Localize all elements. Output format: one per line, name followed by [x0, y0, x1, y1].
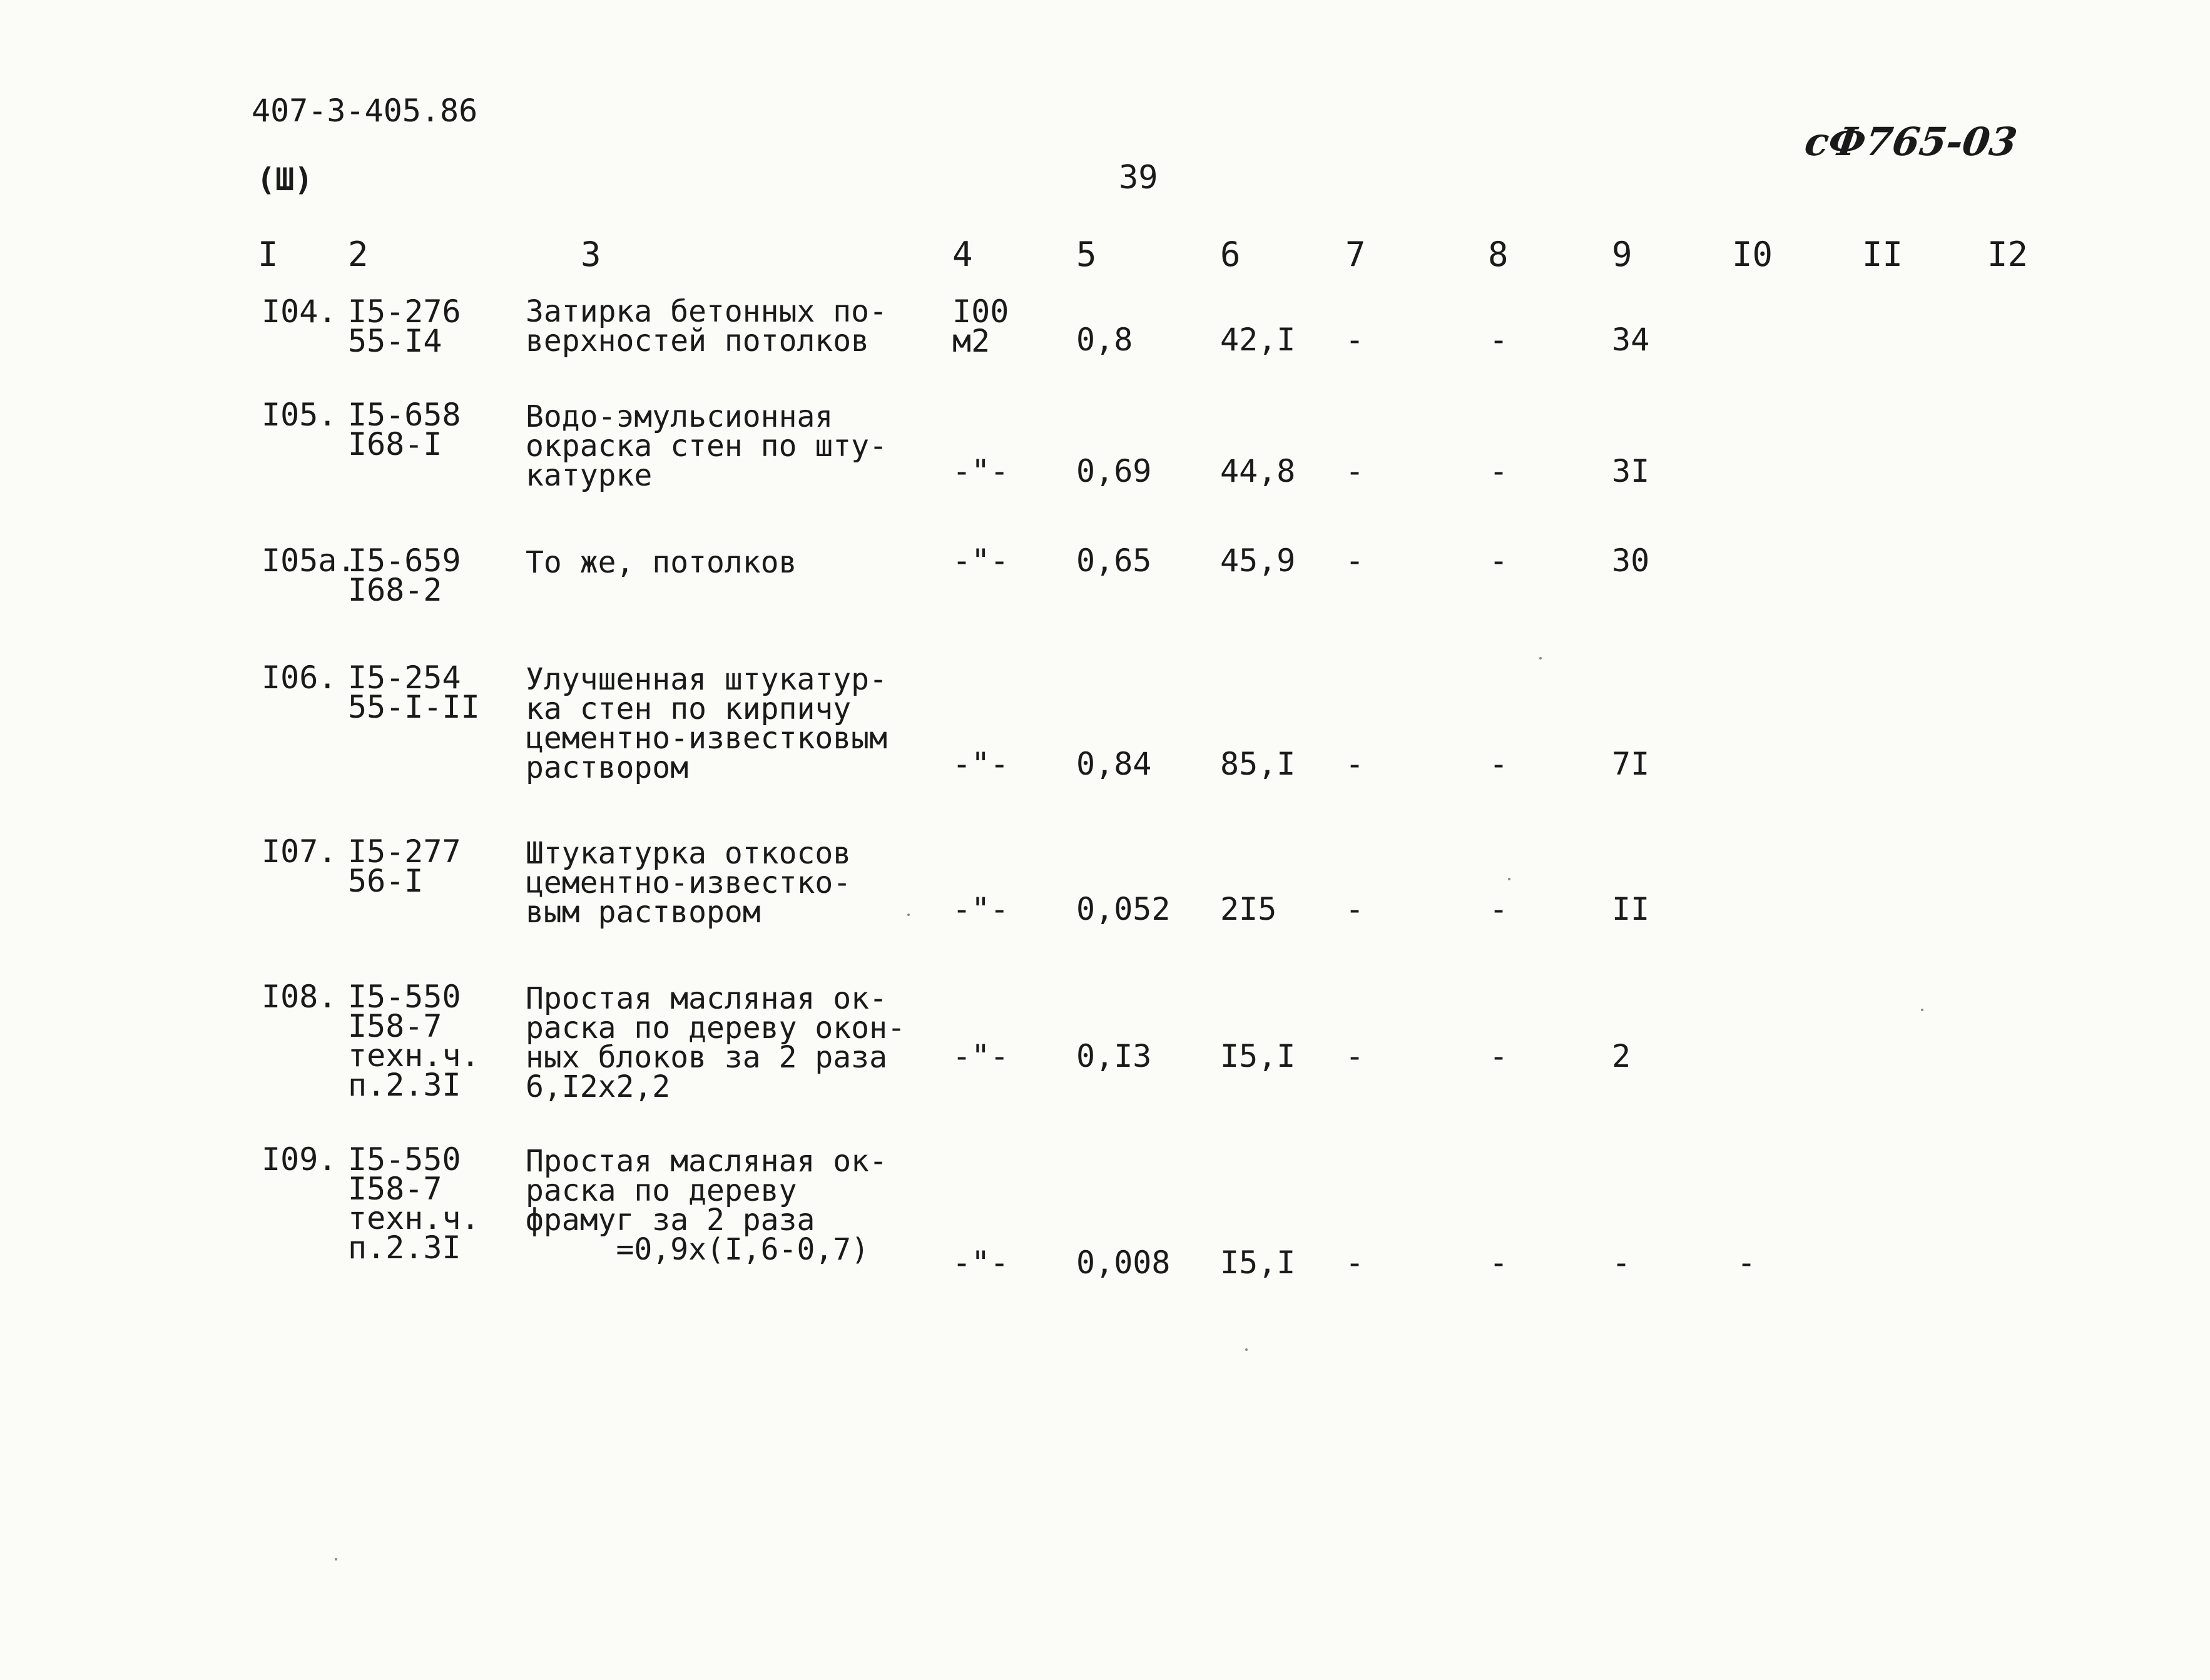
row-reference: I5-659 I68-2: [348, 542, 461, 608]
row-number: I09.: [262, 1141, 337, 1178]
row-col6: 42,I: [1220, 322, 1296, 358]
row-unit: -"-: [952, 746, 1009, 782]
column-header-9: 9: [1612, 235, 1632, 274]
row-reference: I5-254 55-I-II: [348, 659, 480, 725]
row-unit: I00 м2: [952, 293, 1009, 359]
row-col5: 0,008: [1076, 1245, 1171, 1281]
column-header-4: 4: [952, 235, 973, 274]
row-reference: I5-276 55-I4: [348, 293, 461, 359]
row-number: I07.: [262, 833, 337, 870]
scan-speck: [1539, 657, 1542, 659]
row-col5: 0,84: [1076, 746, 1152, 782]
column-header-7: 7: [1345, 235, 1366, 274]
row-col9: -: [1612, 1245, 1631, 1281]
column-header-5: 5: [1076, 235, 1097, 274]
row-col6: 85,I: [1220, 746, 1296, 782]
row-col6: 44,8: [1220, 453, 1296, 489]
row-number: I08.: [262, 979, 337, 1015]
column-header-6: 6: [1220, 235, 1241, 274]
row-col6: I5,I: [1220, 1245, 1296, 1281]
row-col7: -: [1345, 322, 1365, 358]
row-unit: -"-: [952, 891, 1009, 927]
row-col6: I5,I: [1220, 1038, 1296, 1074]
row-unit: -"-: [952, 542, 1009, 579]
row-col8: -: [1489, 746, 1509, 782]
row-col10: -: [1737, 1245, 1756, 1281]
scan-speck: [907, 914, 910, 916]
column-header-1: I: [258, 235, 278, 274]
row-col5: 0,052: [1076, 891, 1171, 927]
row-col8: -: [1489, 542, 1509, 579]
row-col9: 2: [1612, 1038, 1631, 1074]
row-col7: -: [1345, 453, 1365, 489]
row-description: Простая масляная ок- раска по дереву фрамуг за 2 раза =0,9х(I,6-0,7): [526, 1144, 887, 1267]
row-reference: I5-658 I68-I: [348, 397, 461, 462]
row-col7: -: [1345, 1038, 1365, 1074]
row-col8: -: [1489, 322, 1509, 358]
row-description: Улучшенная штукатур- ка стен по кирпичу цементно-известковым раствором: [526, 662, 887, 785]
column-header-3: 3: [581, 235, 601, 274]
scan-speck: [1245, 1348, 1248, 1351]
scan-speck: [335, 1558, 337, 1560]
row-description: То же, потолков: [526, 545, 797, 580]
row-col5: 0,69: [1076, 453, 1152, 489]
row-col8: -: [1489, 891, 1509, 927]
row-description: Водо-эмульсионная окраска стен по шту- катурке: [526, 399, 887, 493]
row-unit: -"-: [952, 453, 1009, 489]
row-col9: 3I: [1612, 453, 1650, 489]
row-col7: -: [1345, 746, 1365, 782]
row-description: Затирка бетонных по- верхностей потолков: [526, 294, 887, 359]
document-code: 407-3-405.86: [252, 93, 478, 129]
row-reference: I5-277 56-I: [348, 833, 461, 899]
section-mark: (Ш): [257, 161, 313, 198]
row-number: I06.: [262, 659, 337, 696]
row-col7: -: [1345, 891, 1365, 927]
row-col9: 30: [1612, 542, 1650, 579]
row-unit: -"-: [952, 1038, 1009, 1074]
column-header-12: I2: [1987, 235, 2029, 274]
column-header-8: 8: [1488, 235, 1509, 274]
row-col6: 45,9: [1220, 542, 1296, 579]
row-description: Штукатурка откосов цементно-известко- вым раствором: [526, 836, 852, 930]
row-reference: I5-550 I58-7 техн.ч. п.2.3I: [348, 1141, 480, 1266]
row-unit: -"-: [952, 1245, 1009, 1281]
row-reference: I5-550 I58-7 техн.ч. п.2.3I: [348, 979, 480, 1103]
row-number: I04.: [262, 293, 337, 330]
row-description: Простая масляная ок- раска по дереву окон- ных блоков за 2 раза 6,I2х2,2: [526, 981, 905, 1104]
row-col5: 0,65: [1076, 542, 1152, 579]
row-col7: -: [1345, 542, 1365, 579]
column-header-10: I0: [1732, 235, 1773, 274]
row-col8: -: [1489, 1245, 1509, 1281]
handwritten-annotation: сФ765-03: [1801, 119, 2020, 165]
row-col8: -: [1489, 1038, 1509, 1074]
scan-speck: [1508, 878, 1510, 880]
row-col5: 0,8: [1076, 322, 1133, 358]
row-col5: 0,I3: [1076, 1038, 1152, 1074]
row-number: I05.: [262, 397, 337, 433]
page-number: 39: [1119, 159, 1158, 196]
row-col8: -: [1489, 453, 1509, 489]
row-number: I05а.: [262, 542, 356, 579]
column-header-2: 2: [348, 235, 369, 274]
row-col9: 7I: [1612, 746, 1650, 782]
column-header-11: II: [1862, 235, 1903, 274]
row-col7: -: [1345, 1245, 1365, 1281]
row-col9: II: [1612, 891, 1650, 927]
row-col6: 2I5: [1220, 891, 1277, 927]
row-col9: 34: [1612, 322, 1650, 358]
scan-speck: [1921, 1009, 1923, 1011]
